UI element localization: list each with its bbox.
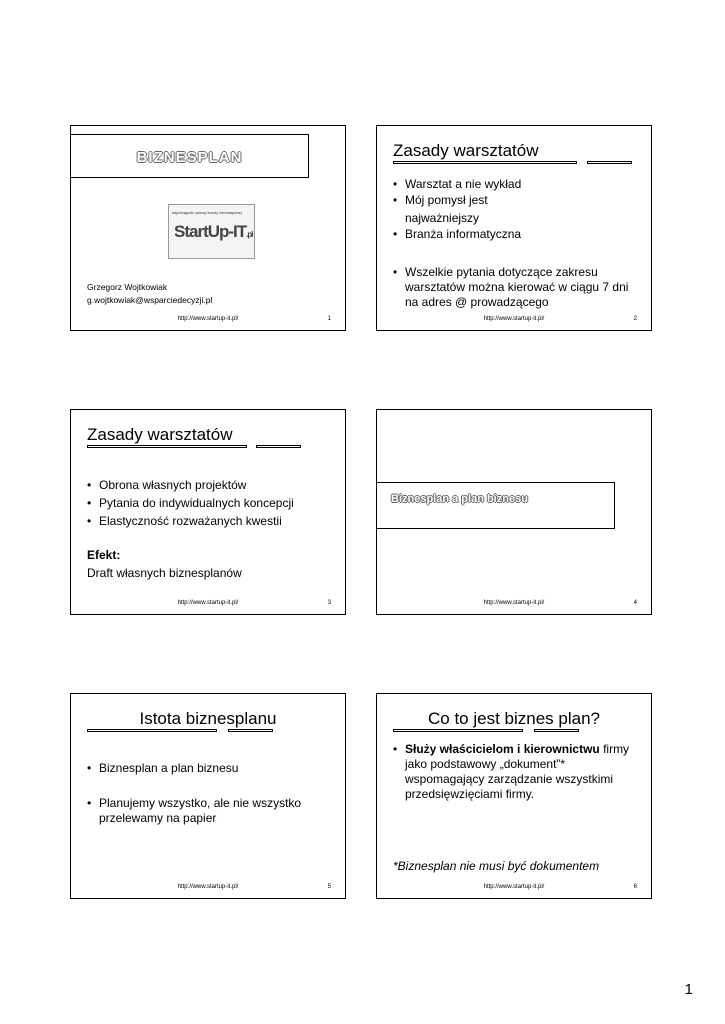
effect-label: Efekt:	[87, 548, 121, 562]
footer-url: http://www.startup-it.pl/	[177, 600, 239, 606]
bullet-list	[393, 176, 643, 242]
startup-it-logo	[168, 204, 255, 259]
list-item: • Branża informatyczna	[393, 226, 643, 242]
slide-number: 3	[327, 600, 331, 606]
bold-phrase: Służy właścicielom i kierownictwu	[405, 742, 600, 756]
list-item: • Obrona własnych projektów	[87, 476, 337, 494]
bullet-list	[87, 476, 337, 530]
bullet-list	[87, 760, 327, 826]
list-item: • Warsztat a nie wykład	[393, 176, 643, 192]
footnote: *Biznesplan nie musi być dokumentem	[393, 859, 600, 873]
footer-url: http://www.startup-it.pl/	[177, 884, 239, 890]
footer-url: http://www.startup-it.pl/	[483, 316, 545, 322]
list-continuation: najważniejszy	[405, 211, 480, 225]
title-rule	[393, 161, 577, 164]
slide-title: Zasady warsztatów	[87, 425, 233, 444]
slide-title: BIZNESPLAN	[136, 149, 243, 166]
list-item-rest: firmy jako podstawowy „dokument”* wspomagający zarządzanie wszystkimi przedsięwzięciami firmy.	[405, 742, 630, 801]
logo-brand: StartUp-IT.pl	[174, 222, 253, 241]
list-item: • Mój pomysł jest	[393, 192, 643, 208]
slide-number: 6	[633, 884, 637, 890]
title-box	[377, 482, 615, 529]
title-rule-short	[256, 445, 301, 448]
slide-number: 5	[327, 884, 331, 890]
list-item: • Pytania do indywidualnych koncepcji	[87, 494, 337, 512]
footer-url: http://www.startup-it.pl/	[483, 600, 545, 606]
author-name: Grzegorz Wojtkowiak	[87, 282, 168, 292]
slide-title: Zasady warsztatów	[393, 141, 539, 160]
title-rule-short	[228, 729, 273, 732]
slide-1	[70, 125, 346, 331]
slide-number: 4	[633, 600, 637, 606]
title-box	[71, 134, 309, 178]
slide-title: Biznesplan a plan biznesu	[391, 493, 528, 505]
footer-url: http://www.startup-it.pl/	[483, 884, 545, 890]
list-item: • Elastyczność rozważanych kwestii	[87, 512, 337, 530]
slide-6	[376, 693, 652, 899]
slide-4	[376, 409, 652, 615]
slide-title: Co to jest biznes plan?	[428, 709, 600, 728]
slide-2	[376, 125, 652, 331]
title-rule	[87, 445, 247, 448]
effect-text: Draft własnych biznesplanów	[87, 566, 242, 580]
title-rule	[87, 729, 217, 732]
footer-url: http://www.startup-it.pl/	[177, 316, 239, 322]
slide-5	[70, 693, 346, 899]
list-item: • Biznesplan a plan biznesu	[87, 760, 327, 776]
list-item: • Wszelkie pytania dotyczące zakresu warsztatów można kierować w ciągu 7 dni na adres @ prowadzącego	[393, 265, 643, 310]
page-number: 1	[684, 981, 693, 998]
slide-number: 1	[327, 316, 331, 322]
bullet-list	[393, 742, 643, 802]
title-rule-short	[534, 729, 579, 732]
logo-tagline: wspomaganie rozwoju branży informatycznej	[172, 211, 242, 215]
author-email: g.wojtkowiak@wsparciedecyzji.pl	[87, 295, 213, 305]
slide-number: 2	[633, 316, 637, 322]
list-item	[393, 742, 643, 802]
title-rule-short	[587, 161, 632, 164]
note-list	[393, 265, 643, 310]
slide-title: Istota biznesplanu	[139, 709, 277, 728]
list-item: • Planujemy wszystko, ale nie wszystko przelewamy na papier	[87, 796, 327, 826]
title-rule	[393, 729, 523, 732]
slide-3	[70, 409, 346, 615]
